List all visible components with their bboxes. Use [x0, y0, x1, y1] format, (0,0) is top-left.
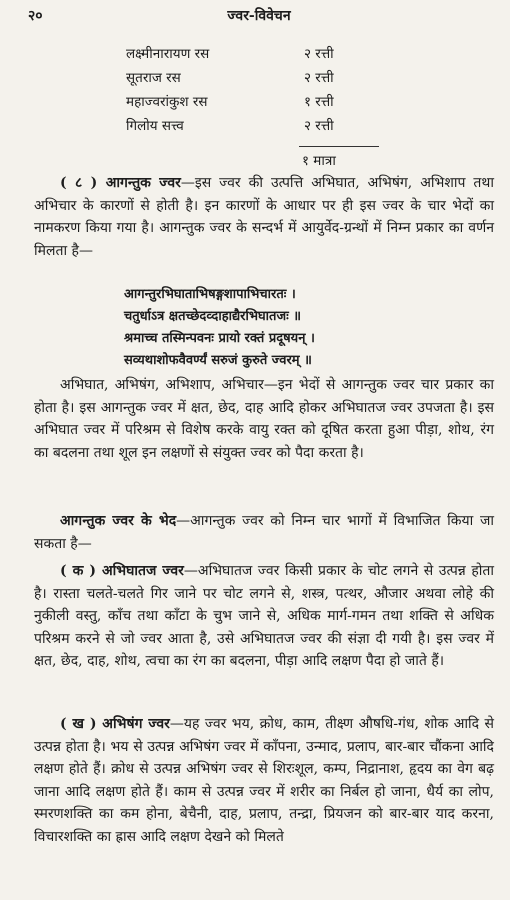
type-ka-paragraph — [34, 560, 494, 673]
section-heading: ( क ) अभिघातज ज्वर — [60, 563, 184, 579]
sanskrit-verse — [124, 284, 424, 372]
page-number: २० — [28, 8, 43, 24]
ingredient-qty: १ रत्ती — [304, 94, 334, 110]
ingredient-qty: २ रत्ती — [304, 70, 334, 86]
verse-line: श्रमाच्च तस्मिन्पवनः प्रायो रक्तं प्रदूषयन् । — [124, 331, 315, 346]
section-text: —यह ज्वर भय, क्रोध, काम, तीक्ष्ण औषधि-गंध, शोक आदि से उत्पन्न होता है। भय से उत्पन्न अभिषंग ज्वर में काँपना, उन्माद, प्रलाप, बार-बार चौंकना आदि लक्षण होते हैं। क्रोध से उत्पन्न अभिषंग ज्वर से शिरःशूल, कम्प, निद्रानाश, हृदय का वेग बढ़ जाना आदि लक्षण होते हैं। काम से उत्पन्न ज्वर में शरीर का निर्बल हो जाना, धैर्य का लोप, स्मरणशक्ति का कम होना, बेचैनी, दाह, प्रलाप, तन्द्रा, प्रियजन को बार-बार याद करना, विचारशक्ति का ह्रास आदि लक्षण देखने को मिलते — [34, 716, 494, 845]
dose-table — [126, 44, 386, 140]
running-title: ज्वर-विवेचन — [227, 8, 291, 24]
ingredient-qty: २ रत्ती — [304, 46, 334, 62]
ingredient-qty: २ रत्ती — [304, 118, 334, 134]
section-text: —इस ज्वर की उत्पत्ति अभिघात, अभिषंग, अभिशाप तथा अभिचार के कारणों से होती है। इन कारणों के आधार पर ही इस ज्वर के चार भेदों का नामकरण किया गया है। आगन्तुक ज्वर के सन्दर्भ में आयुर्वेद-ग्रन्थों में निम्न प्रकार का वर्णन मिलता है— — [34, 175, 494, 259]
section-text: —आगन्तुक ज्वर को निम्न चार भागों में विभाजित किया जा सकता है— — [34, 513, 494, 552]
verse-line: आगन्तुरभिघाताभिषङ्गशापाभिचारतः । — [124, 287, 296, 302]
ingredient-name: लक्ष्मीनारायण रस — [126, 46, 210, 62]
section-heading: ( ८ ) आगन्तुक ज्वर — [60, 175, 181, 191]
dose-row — [126, 92, 386, 116]
verse-line: चतुर्धाऽत्र क्षतच्छेदव्दाहाद्यैरभिघातजः ॥ — [124, 309, 302, 324]
total-rule — [299, 146, 379, 147]
type-kha-paragraph — [34, 713, 494, 849]
dose-row — [126, 44, 386, 68]
section-8-paragraph — [34, 172, 494, 262]
dose-row — [126, 116, 386, 140]
types-intro-paragraph — [34, 510, 494, 555]
ingredient-name: सूतराज रस — [126, 70, 181, 86]
ingredient-name: गिलोय सत्त्व — [126, 118, 184, 134]
dose-row — [126, 68, 386, 92]
section-heading: आगन्तुक ज्वर के भेद — [60, 513, 177, 529]
section-text: —अभिघातज ज्वर किसी प्रकार के चोट लगने से उत्पन्न होता है। रास्ता चलते-चलते गिर जाने पर चोट लगने से, शस्त्र, पत्थर, औजार अथवा लोहे की नुकीली वस्तु, काँच तथा काँटा के चुभ जाने से, अधिक मार्ग-गमन तथा शक्ति से अधिक परिश्रम करने से जो ज्वर आता है, उसे अभिघातज ज्वर की संज्ञा दी गयी है। इस ज्वर में क्षत, छेद, दाह, शोथ, त्वचा का रंग का बदलना, पीड़ा आदि लक्षण पैदा हो जाते हैं। — [34, 563, 494, 670]
dose-total: १ मात्रा — [302, 153, 336, 169]
explanation-paragraph: अभिघात, अभिषंग, अभिशाप, अभिचार—इन भेदों से आगन्तुक ज्वर चार प्रकार का होता है। इस आगन्तुक ज्वर में क्षत, छेद, दाह आदि होकर अभिघातज ज्वर उपजता है। इस अभिघात ज्वर में परिश्रम से विशेष करके वायु रक्त को दूषित करता हुआ पीड़ा, शोथ, रंग का बदलना तथा शूल इन लक्षणों से संयुक्त ज्वर को पैदा करता है। — [34, 377, 494, 461]
section-heading: ( ख ) अभिषंग ज्वर — [60, 716, 170, 732]
ingredient-name: महाज्वरांकुश रस — [126, 94, 208, 110]
verse-line: सव्यथाशोफवैवर्ण्यं सरुजं कुरुते ज्वरम् ॥ — [124, 353, 312, 368]
page-header — [28, 6, 490, 24]
